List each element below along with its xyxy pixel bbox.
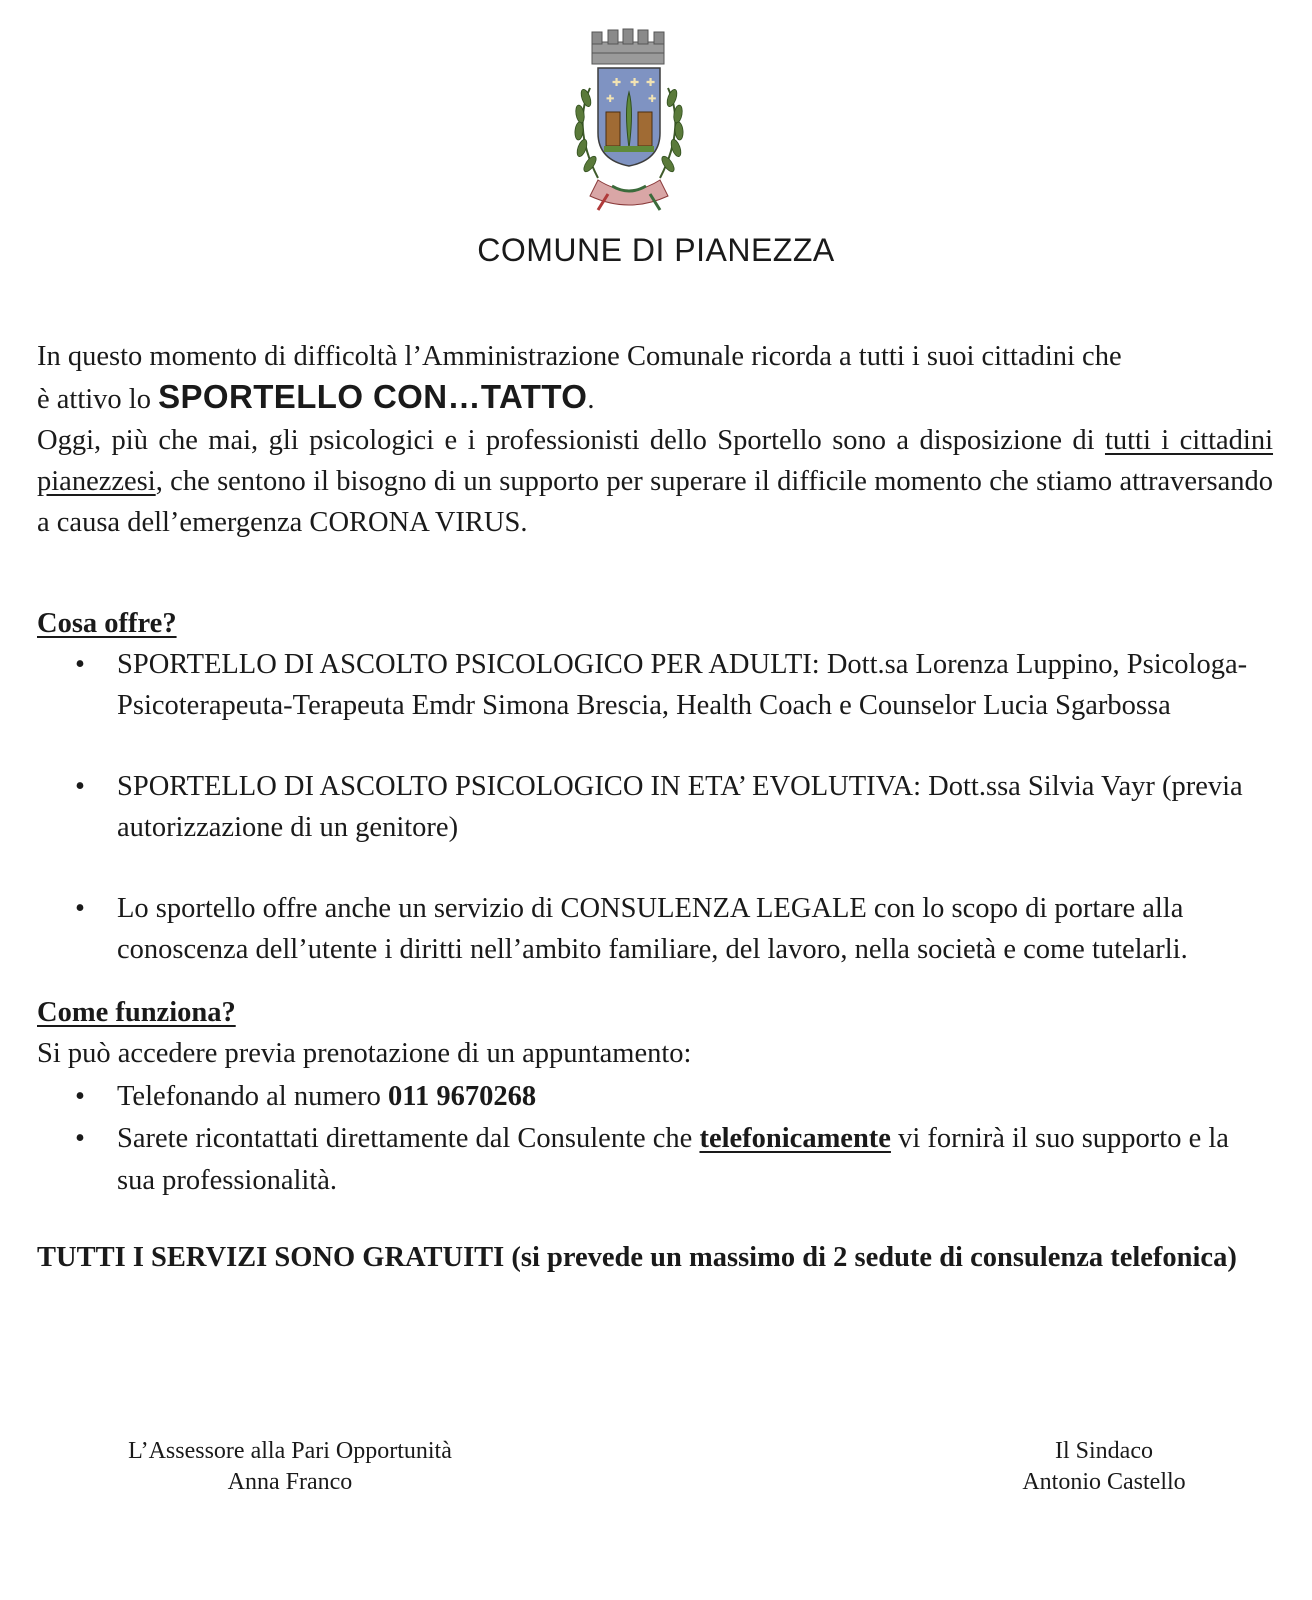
offer-item-youth: SPORTELLO DI ASCOLTO PSICOLOGICO IN ETA’ EVOLUTIVA: Dott.ssa Silvia Vayr (previa autorizzazione di un genitore): [117, 771, 1243, 843]
intro-p2-start: Oggi, più che mai, gli psicologici e i professionisti dello Sportello sono a disposizione di: [37, 425, 1105, 456]
intro-p2-end: , che sentono il bisogno di un supporto per superare il difficile momento che stiamo attraversando a causa dell’emergenza CORONA VIRUS.: [37, 466, 1273, 538]
mayor-role: Il Sindaco: [1055, 1438, 1153, 1464]
bullet-icon: •: [75, 771, 85, 802]
svg-text:✚: ✚: [606, 94, 615, 105]
intro-suffix: .: [587, 384, 595, 415]
how-list: [37, 1076, 1273, 1202]
ribbon-icon: [590, 180, 668, 210]
callback-prefix: Sarete ricontattati direttamente dal Consulente che: [117, 1123, 700, 1154]
signature-mayor: [1006, 1436, 1202, 1498]
list-item: [37, 1118, 1273, 1202]
mayor-name: Antonio Castello: [1022, 1469, 1186, 1495]
intro-p2-underlined: tutti i cittadini pianezzesi: [37, 425, 1274, 497]
svg-text:✚: ✚: [612, 76, 622, 89]
how-intro: Si può accedere previa prenotazione di un appuntamento:: [37, 1038, 692, 1069]
svg-text:✚: ✚: [646, 76, 656, 89]
phone-prefix: Telefonando al numero: [117, 1081, 389, 1112]
crown-icon: [592, 29, 664, 64]
svg-text:✚: ✚: [648, 94, 657, 105]
coat-of-arms-icon: [568, 28, 716, 218]
svg-text:✚: ✚: [630, 76, 640, 89]
callback-emphasis: telefonicamente: [699, 1123, 891, 1154]
offer-item-adults: SPORTELLO DI ASCOLTO PSICOLOGICO PER ADULTI: Dott.sa Lorenza Luppino, Psicologa-Psicoterapeuta-Terapeuta Emdr Simona Brescia, Health Coach e Counselor Lucia Sgarbossa: [117, 649, 1248, 721]
signature-assessor: [108, 1436, 472, 1498]
offer-heading: Cosa offre?: [37, 608, 177, 639]
intro-line-2: [37, 376, 1273, 420]
list-item: [37, 644, 1273, 726]
how-heading: Come funziona?: [37, 997, 236, 1028]
page-title: COMUNE DI PIANEZZA: [477, 232, 835, 268]
list-item: [37, 766, 1273, 848]
assessor-name: Anna Franco: [227, 1469, 353, 1495]
notice-body: [37, 336, 1273, 1275]
bullet-icon: •: [75, 1123, 85, 1154]
service-name: SPORTELLO CON…TATTO: [158, 378, 588, 415]
intro-line-1: In questo momento di difficoltà l’Amministrazione Comunale ricorda a tutti i suoi cittadini che: [37, 341, 1122, 372]
bullet-icon: •: [75, 1081, 85, 1112]
assessor-role: L’Assessore alla Pari Opportunità: [128, 1438, 452, 1464]
list-item: [37, 1076, 1273, 1118]
phone-number: 011 9670268: [388, 1081, 537, 1112]
list-item: [37, 888, 1273, 970]
bullet-icon: •: [75, 893, 85, 924]
bullet-icon: •: [75, 649, 85, 680]
intro-prefix: è attivo lo: [37, 384, 159, 415]
free-services-note: TUTTI I SERVIZI SONO GRATUITI (si prevede un massimo di 2 sedute di consulenza telefonica): [37, 1242, 1237, 1273]
callback-suffix: vi fornirà il suo supporto e la sua professionalità.: [117, 1123, 1229, 1196]
shield-icon: [598, 68, 660, 166]
offer-list: [37, 644, 1273, 970]
intro-paragraph: [37, 420, 1273, 543]
offer-item-legal: Lo sportello offre anche un servizio di CONSULENZA LEGALE con lo scopo di portare alla conoscenza dell’utente i diritti nell’ambito familiare, del lavoro, nella società e come tutelarli.: [117, 893, 1188, 965]
